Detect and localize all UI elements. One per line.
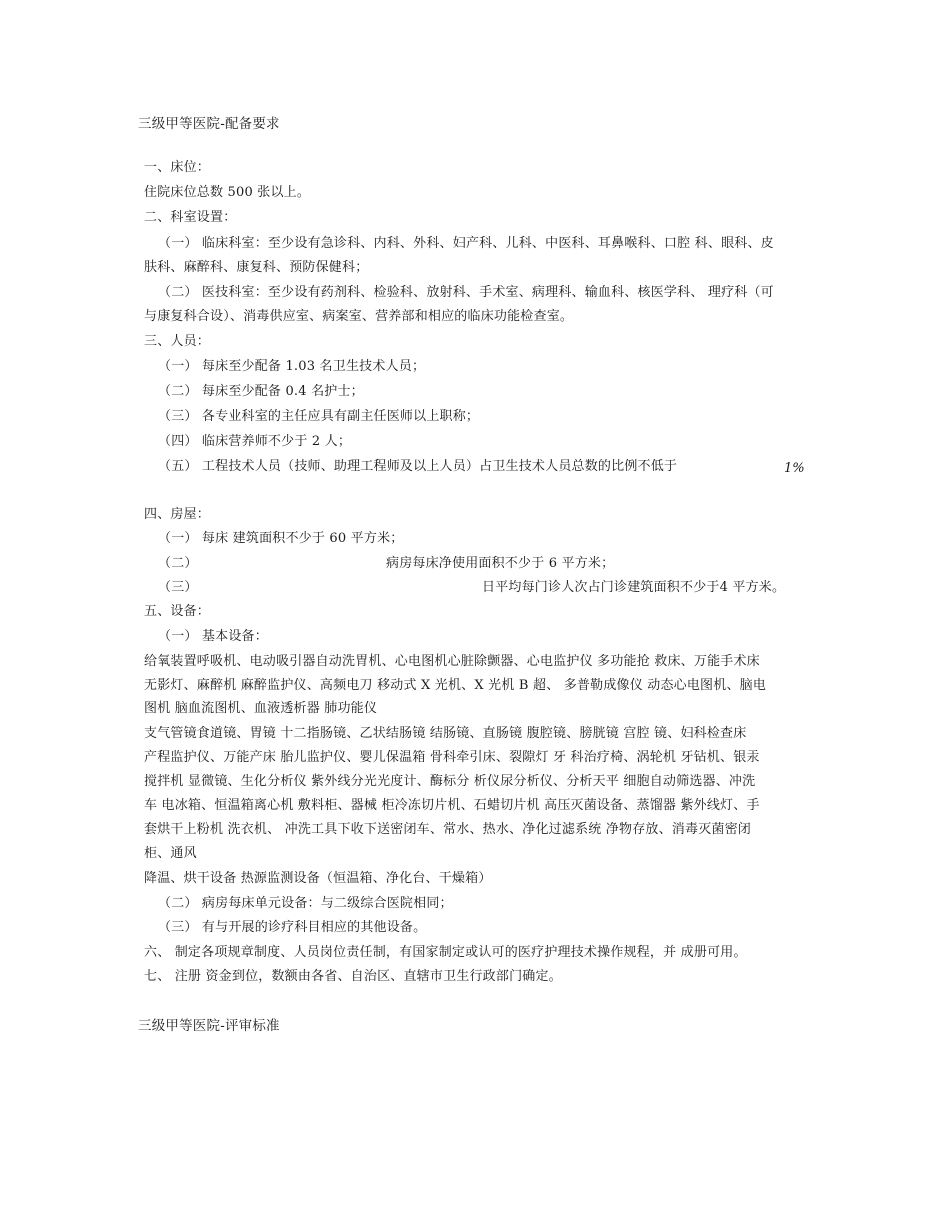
- equipment-list-line: 搅拌机 显微镜、生化分析仪 紫外线分光光度计、酶标分 析仪尿分析仪、分析天平 细胞自动筛选器、冲洗: [144, 774, 756, 789]
- staff-ratio-value: 1%: [784, 461, 805, 476]
- housing-item-2-text: 病房每床净使用面积不少于 6 平方米；: [386, 556, 615, 571]
- tech-departments-line-1: （二） 医技科室：至少设有药剂科、检验科、放射科、手术室、病理科、输血科、核医学科、 理疗科（可: [158, 285, 774, 300]
- equipment-list-line: 给氧装置呼吸机、电动吸引器自动洗胃机、心电图机心脏除颤器、心电监护仪 多功能抢 救床、万能手术床: [144, 654, 760, 669]
- equipment-list-line: 车 电冰箱、恒温箱离心机 敷料柜、器械 柜冷冻切片机、石蜡切片机 高压灭菌设备、蒸馏器 紫外线灯、手: [144, 798, 760, 813]
- beds-text: 住院床位总数 500 张以上。: [144, 185, 311, 200]
- section-heading-equipment: 五、设备：: [144, 604, 211, 619]
- staff-item: （三） 各专业科室的主任应具有副主任医师以上职称；: [158, 409, 480, 424]
- equipment-list-line: 降温、烘干设备 热源监测设备（恒温箱、净化台、干燥箱）: [144, 871, 492, 886]
- equipment-list-line: 产程监护仪、万能产床 胎儿监护仪、婴儿保温箱 骨科牵引床、裂隙灯 牙 科治疗椅、涡轮机 牙钻机、银汞: [144, 750, 760, 765]
- equipment-list-line: 支气管镜食道镜、胃镜 十二指肠镜、乙状结肠镜 结肠镜、直肠镜 腹腔镜、膀胱镜 宫腔 镜、妇科检查床: [144, 726, 747, 741]
- housing-item-3-text: 日平均每门诊人次占门诊建筑面积不少于4 平方米。: [482, 580, 786, 595]
- equipment-list-line: 无影灯、麻醉机 麻醉监护仪、高频电刀 移动式 X 光机、X 光机 B 超、 多普勒成像仪 动态心电图机、脑电: [144, 678, 767, 693]
- housing-item-2-label: （二）: [158, 556, 198, 571]
- other-equipment-item: （三） 有与开展的诊疗科目相应的其他设备。: [158, 920, 427, 935]
- tech-departments-line-2: 与康复科合设）、消毒供应室、病案室、营养部和相应的临床功能检查室。: [144, 309, 574, 324]
- basic-equipment-heading: （一） 基本设备：: [158, 629, 268, 644]
- housing-item-1: （一） 每床 建筑面积不少于 60 平方米；: [158, 531, 404, 546]
- clinical-departments-line-2: 肤科、麻醉科、康复科、预防保健科；: [144, 260, 369, 275]
- capital-section: 七、 注册 资金到位，数额由各省、自治区、直辖市卫生行政部门确定。: [144, 969, 562, 984]
- staff-item: （二） 每床至少配备 0.4 名护士；: [158, 384, 364, 399]
- section-heading-beds: 一、床位：: [144, 160, 211, 175]
- footer-title: 三级甲等医院-评审标准: [138, 1018, 280, 1034]
- equipment-list-line: 套烘干上粉机 洗衣机、 冲洗工具下收下送密闭车、常水、热水、净化过滤系统 净物存放、消毒灭菌密闭: [144, 822, 751, 837]
- section-heading-departments: 二、科室设置：: [144, 210, 237, 225]
- page-title: 三级甲等医院-配备要求: [138, 116, 280, 132]
- equipment-list-line: 柜、通风: [144, 846, 197, 861]
- section-heading-housing: 四、房屋：: [144, 507, 211, 522]
- staff-item: （四） 临床营养师不少于 2 人；: [158, 434, 352, 449]
- section-heading-staff: 三、人员：: [144, 334, 211, 349]
- staff-item: （五） 工程技术人员（技师、助理工程师及以上人员）占卫生技术人员总数的比例不低于: [158, 459, 678, 474]
- rules-section: 六、 制定各项规章制度、人员岗位责任制，有国家制定或认可的医疗护理技术操作规程，并 成册可用。: [144, 945, 747, 960]
- staff-item: （一） 每床至少配备 1.03 名卫生技术人员；: [158, 359, 426, 374]
- equipment-list-line: 图机 脑血流图机、血液透析器 肺功能仪: [144, 701, 378, 716]
- clinical-departments-line-1: （一） 临床科室：至少设有急诊科、内科、外科、妇产科、儿科、中医科、耳鼻喉科、口腔 科、眼科、皮: [158, 236, 774, 251]
- housing-item-3-label: （三）: [158, 580, 198, 595]
- ward-equipment-item: （二） 病房每床单元设备：与二级综合医院相同；: [158, 896, 453, 911]
